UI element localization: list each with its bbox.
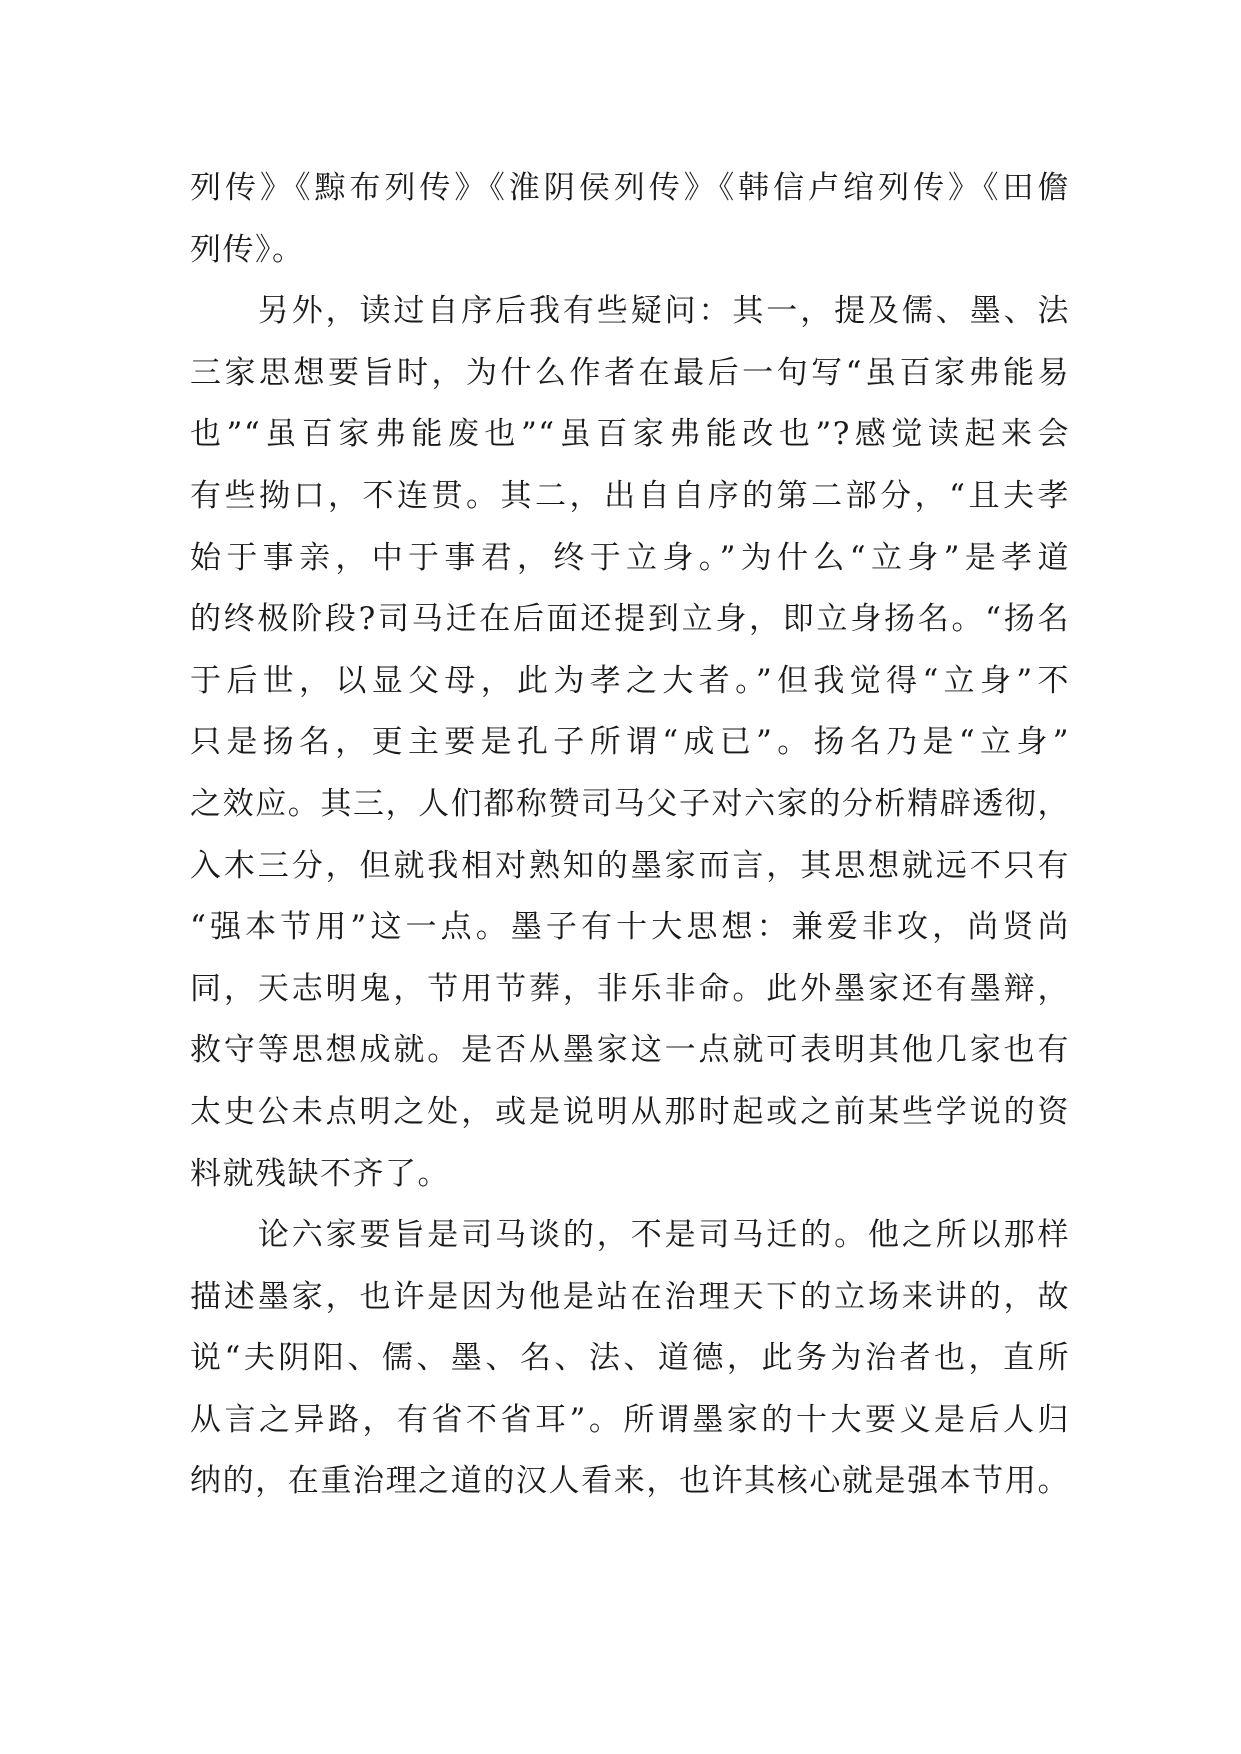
text-line: 另外，读过自序后我有些疑问：其一，提及儒、墨、法	[190, 293, 1070, 330]
text-line: 三家思想要旨时，为什么作者在最后一句写“虽百家弗能易	[190, 354, 1070, 391]
text-line: 于后世，以显父母，此为孝之大者。”但我觉得“立身”不	[190, 662, 1070, 699]
text-line: 列传》。	[190, 231, 305, 268]
text-line: 只是扬名，更主要是孔子所谓“成已”。扬名乃是“立身”	[190, 724, 1070, 761]
text-line: 说“夫阴阳、儒、墨、名、法、道德，此务为治者也，直所	[190, 1340, 1070, 1377]
text-line: 之效应。其三，人们都称赞司马父子对六家的分析精辟透彻，	[190, 785, 1070, 822]
text-line: 论六家要旨是司马谈的，不是司马迁的。他之所以那样	[190, 1217, 1070, 1254]
paragraph-1	[190, 158, 1070, 281]
text-line: 入木三分，但就我相对熟知的墨家而言，其思想就远不只有	[190, 847, 1070, 884]
paragraph-3	[190, 1205, 1070, 1513]
text-line: 同，天志明鬼，节用节葬，非乐非命。此外墨家还有墨辩，	[190, 970, 1070, 1007]
text-line: 纳的，在重治理之道的汉人看来，也许其核心就是强本节用。	[190, 1463, 1070, 1500]
text-line: 始于事亲，中于事君，终于立身。”为什么“立身”是孝道	[190, 539, 1070, 576]
text-line: 料就残缺不齐了。	[190, 1155, 450, 1192]
text-line: 太史公未点明之处，或是说明从那时起或之前某些学说的资	[190, 1093, 1070, 1130]
text-line: 有些拗口，不连贯。其二，出自自序的第二部分，“且夫孝	[190, 477, 1070, 514]
text-line: 救守等思想成就。是否从墨家这一点就可表明其他几家也有	[190, 1032, 1070, 1069]
text-line: 描述墨家，也许是因为他是站在治理天下的立场来讲的，故	[190, 1278, 1070, 1315]
text-line: 也”“虽百家弗能废也”“虽百家弗能改也”?感觉读起来会	[190, 416, 1070, 453]
paragraph-2	[190, 281, 1070, 1205]
text-line: “强本节用”这一点。墨子有十大思想：兼爱非攻，尚贤尚	[190, 909, 1070, 946]
document-body	[190, 158, 1070, 1513]
text-line: 的终极阶段?司马迁在后面还提到立身，即立身扬名。“扬名	[190, 601, 1070, 638]
text-line: 列传》《黥布列传》《淮阴侯列传》《韩信卢绾列传》《田儋	[190, 170, 1070, 206]
text-line: 从言之异路，有省不省耳”。所谓墨家的十大要义是后人归	[190, 1401, 1070, 1438]
